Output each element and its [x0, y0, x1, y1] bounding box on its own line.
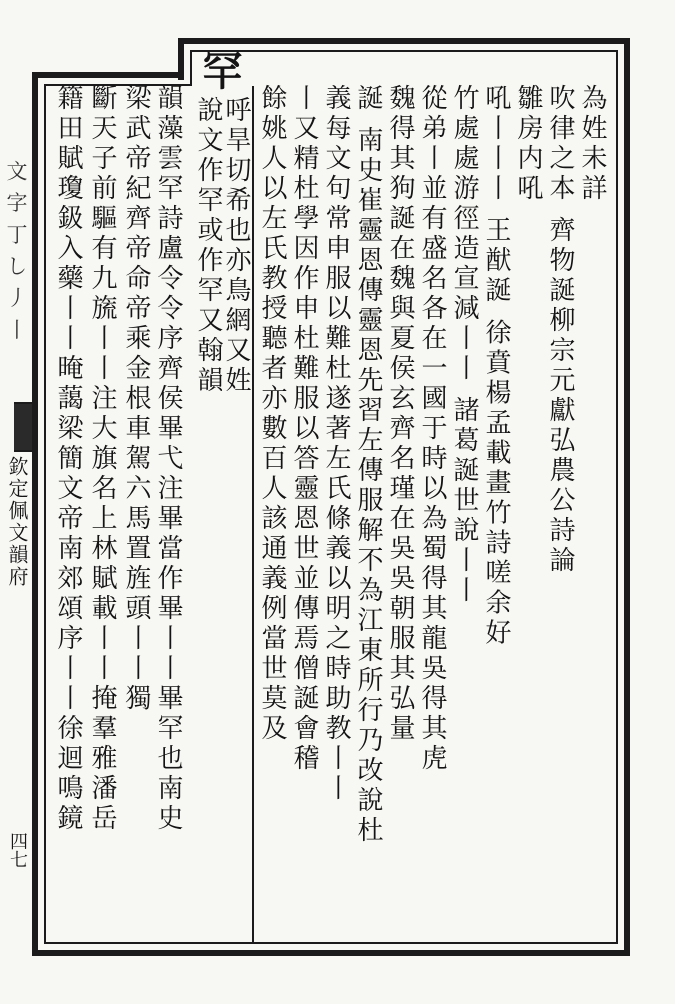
- text-column-5: 竹處處游徑造宣減丨丨 諸葛誕世說丨丨: [449, 84, 479, 607]
- frame-tab-inner: [190, 50, 618, 86]
- text-column-9: 義每文句常申服以難杜遂著左氏條義以明之時助教丨丨: [321, 84, 351, 804]
- text-column-16: 梁武帝紀齊帝命帝乘金根車駕六馬置旌頭丨丨獨: [121, 84, 151, 714]
- text-column-7: 魏得其狗誕在魏與夏侯玄齊名瑾在吳吳朝服其弘量: [385, 84, 415, 744]
- entry-heading-character: 罕: [196, 50, 243, 92]
- text-column-4: 吼丨丨丨 王猷誕 徐賁楊孟載畫竹詩嗟余好: [481, 84, 511, 649]
- text-column-8: 誕 南史崔靈恩傳靈恩先習左傳服解不為江東所行乃改說杜: [353, 84, 383, 847]
- margin-edge-text: 文 字 丁 し 丿 丨: [4, 160, 28, 342]
- text-column-18: 籍田賦瓊鈒入藥丨丨晻藹梁簡文帝南郊頌序丨丨徐迴鳴鏡: [53, 84, 83, 834]
- text-column-14: 說文作罕或作罕又翰韻: [193, 96, 223, 396]
- page-number: 四七: [7, 832, 28, 868]
- text-column-10: 丨又精杜學因作申杜難服以答靈恩世並傳焉僧誕會稽: [289, 84, 319, 774]
- fishtail-mark: [14, 402, 34, 452]
- fishtail-margin: [0, 72, 32, 956]
- text-column-1: 為姓未詳: [577, 84, 607, 204]
- text-column-13: 呼旱切希也亦鳥網又姓: [221, 96, 251, 396]
- text-column-11: 餘姚人以左氏教授聽者亦數百人該通義例當世莫及: [257, 84, 287, 744]
- text-column-15: 韻藻雲罕詩盧令令序齊侯畢弋注畢當作畢丨丨畢罕也南史: [153, 84, 183, 834]
- text-column-6: 從弟丨並有盛名各在一國于時以為蜀得其龍吳得其虎: [417, 84, 447, 774]
- text-column-17: 斷天子前驅有九旒丨丨注大旗名上林賦載丨丨掩羣雅潘岳: [87, 84, 117, 834]
- text-column-3: 雛房内吼: [513, 84, 543, 204]
- text-column-2: 吹律之本 齊物誕柳宗元獻弘農公詩論: [545, 84, 575, 577]
- column-divider: [252, 86, 254, 942]
- book-title: 欽定佩文韻府: [5, 456, 29, 588]
